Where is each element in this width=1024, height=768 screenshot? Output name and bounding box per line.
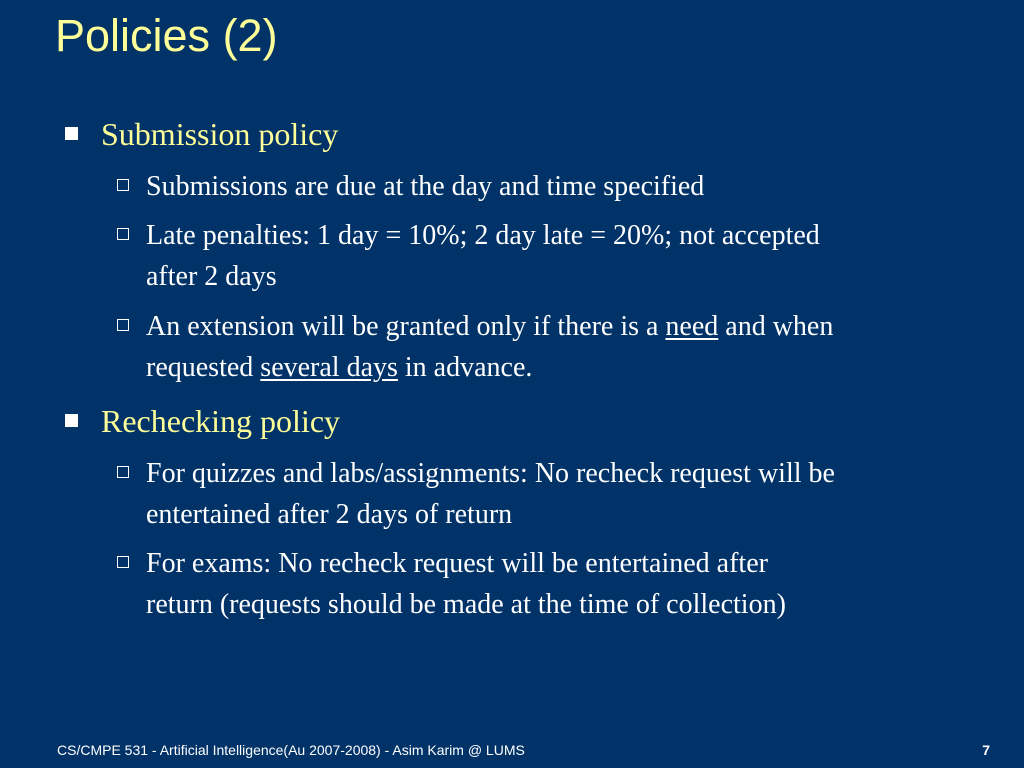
filled-square-bullet-icon [65,414,78,427]
emphasis-need: need [665,311,719,342]
section-heading-label: Rechecking policy [101,403,341,439]
list-item-text [146,215,1006,297]
filled-square-bullet-icon [65,127,78,140]
hollow-square-bullet-icon [117,228,129,240]
hollow-square-bullet-icon [117,179,129,191]
slide-title: Policies (2) [55,10,278,61]
text-run: An extension will be granted only if there is a [146,311,666,342]
page-number: 7 [982,742,990,758]
hollow-square-bullet-icon [117,319,129,331]
list-item-line: For exams: No recheck request will be entertained after [146,548,768,579]
text-run: in advance. [397,352,533,383]
emphasis-several-days: several days [260,352,398,383]
list-item-text [146,453,1006,535]
hollow-square-bullet-icon [117,556,129,568]
list-item-line: Late penalties: 1 day = 10%; 2 day late = 20%; not accepted [146,220,820,251]
list-item-text [146,543,1006,625]
text-run: and when [718,311,834,342]
list-item-line: Submissions are due at the day and time specified [146,171,705,202]
text-run: requested [146,352,261,383]
list-item-line: return (requests should be made at the time of collection) [146,589,786,620]
list-item-text [146,166,1006,207]
list-item-line [146,347,1006,388]
slide-footer: CS/CMPE 531 - Artificial Intelligence(Au 2007-2008) - Asim Karim @ LUMS [57,742,525,758]
section-heading-label: Submission policy [101,116,339,152]
list-item-text [146,306,1006,388]
list-item-line [146,306,1006,347]
hollow-square-bullet-icon [117,466,129,478]
list-item-line: For quizzes and labs/assignments: No recheck request will be [146,458,835,489]
list-item-line: entertained after 2 days of return [146,499,513,530]
list-item-line: after 2 days [146,261,277,292]
